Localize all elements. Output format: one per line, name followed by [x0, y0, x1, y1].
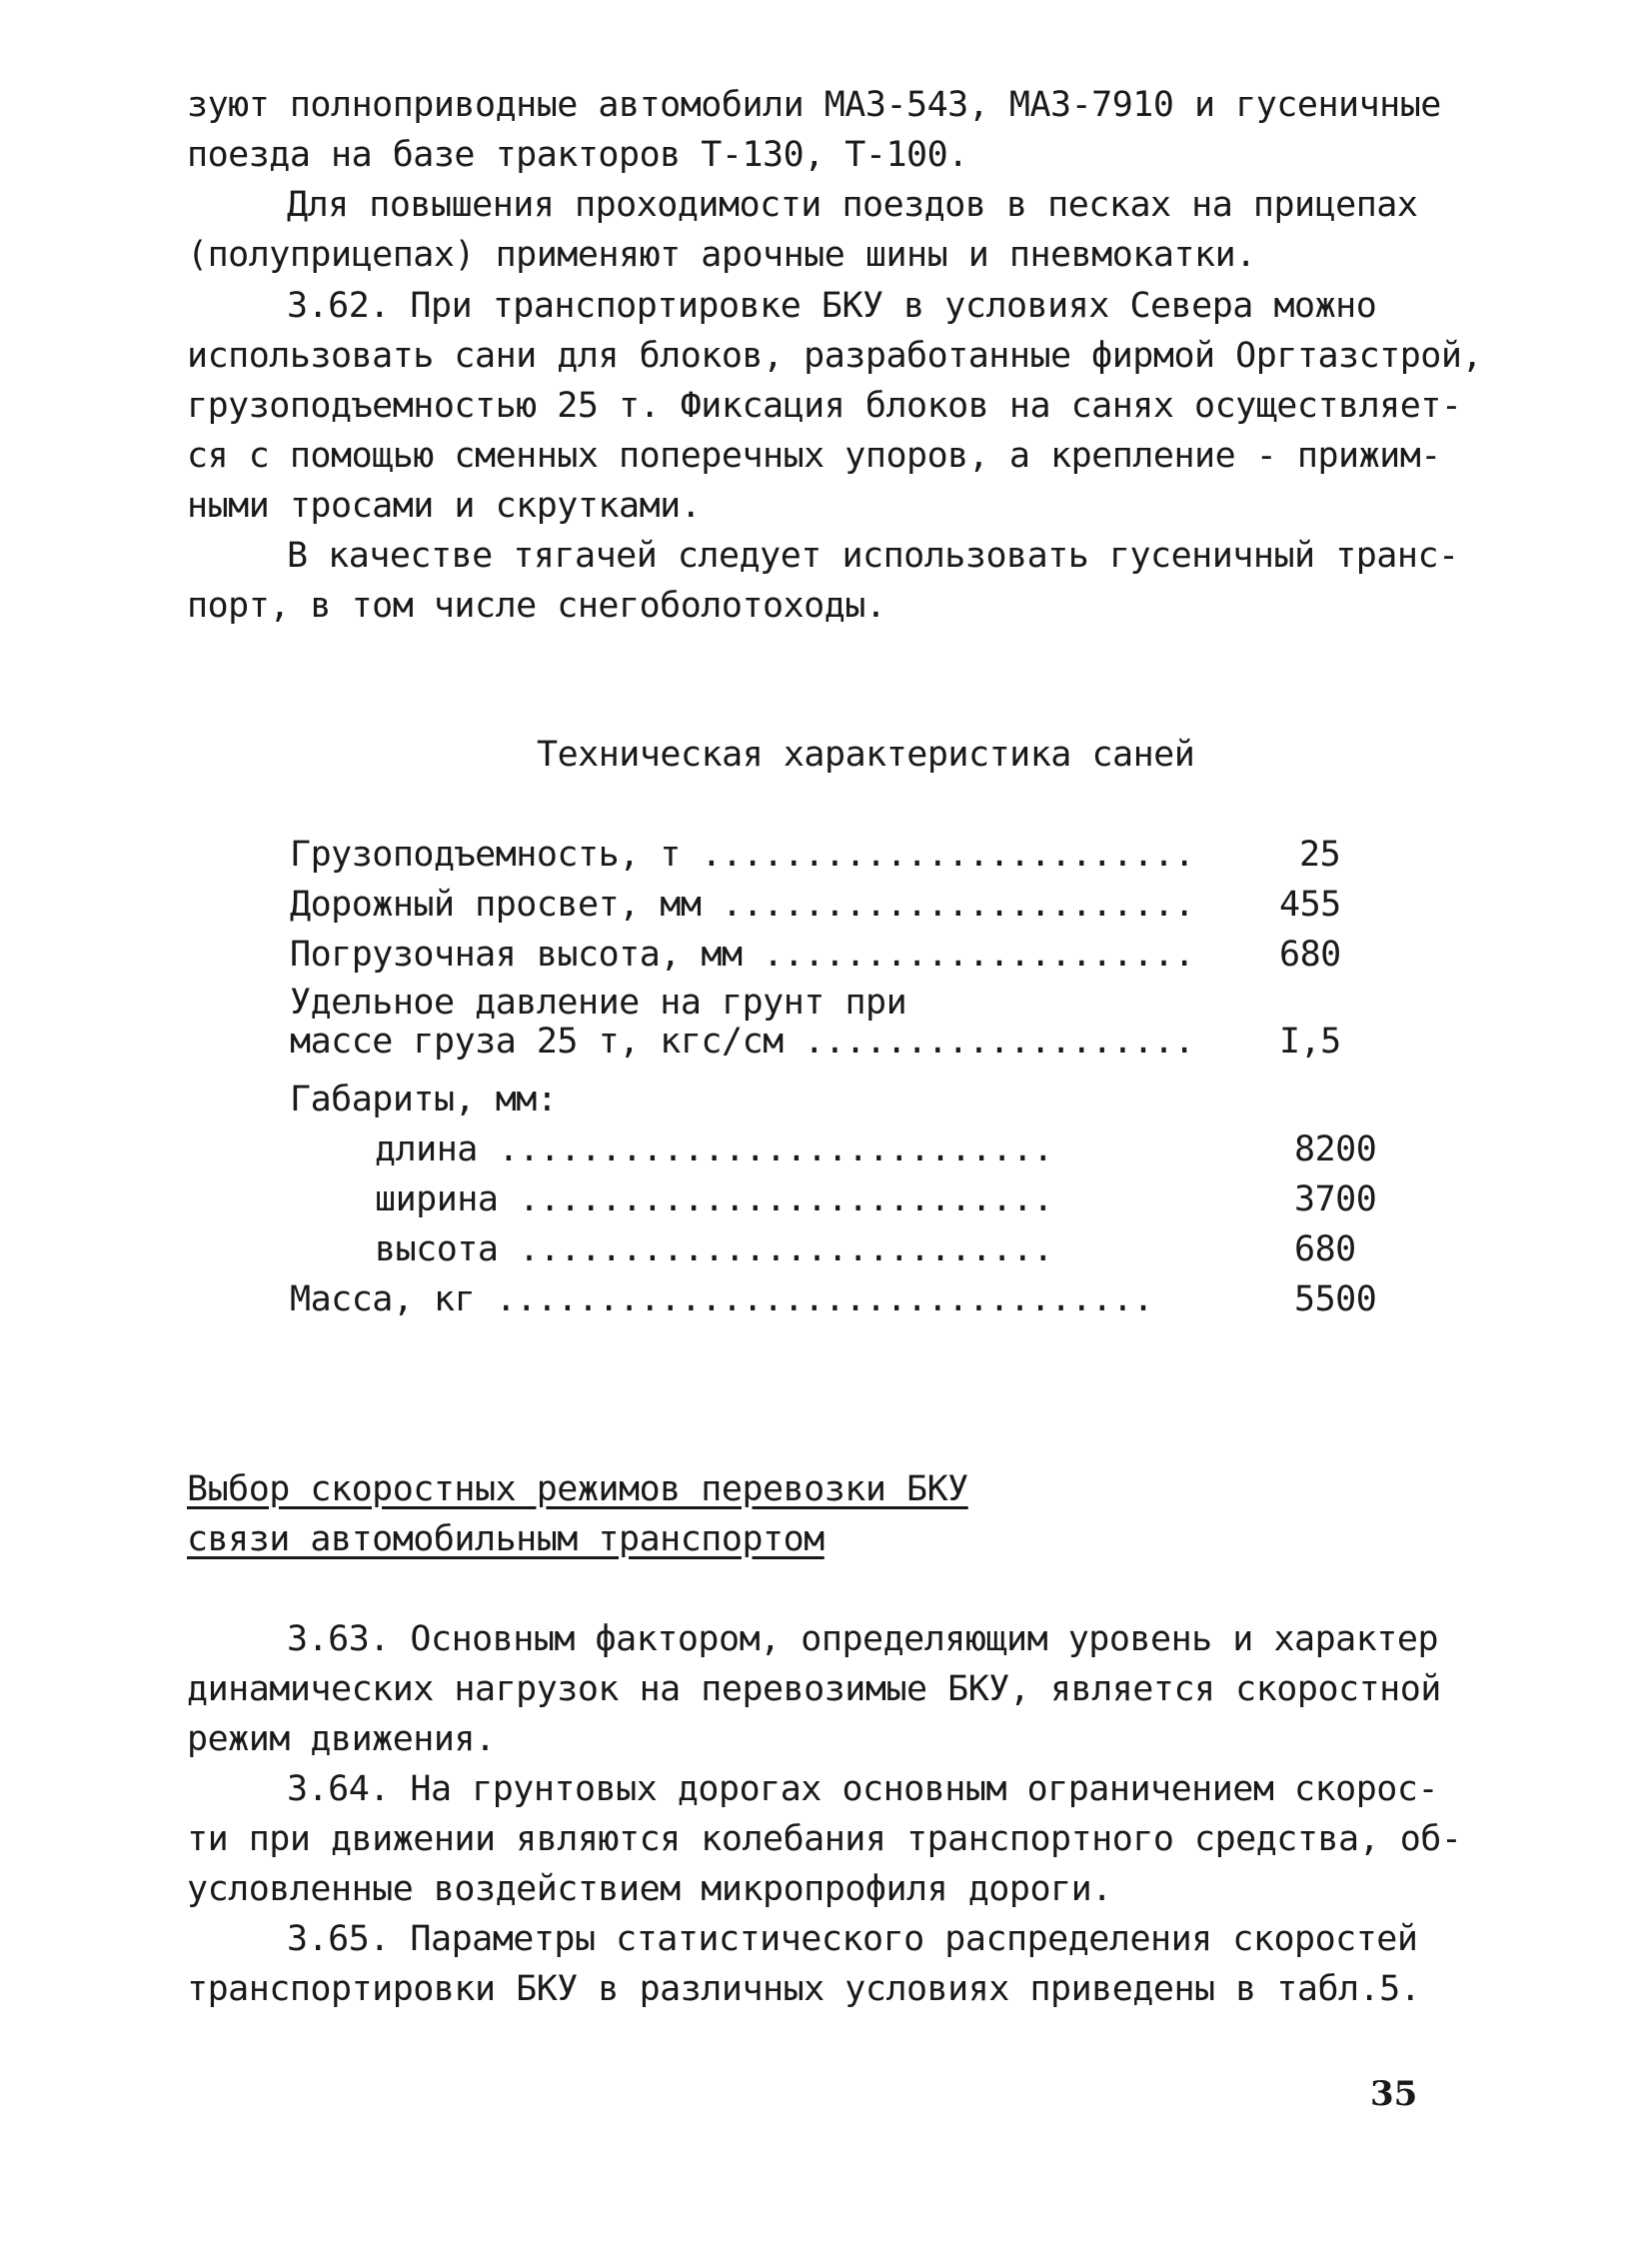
spec-row-loading-height	[290, 930, 1389, 980]
paragraph-line: Для повышения проходимости поездов в песках на прицепах	[287, 185, 1418, 225]
spec-row-width	[375, 1174, 1474, 1224]
paragraph-line: режим движения.	[187, 1719, 496, 1759]
spec-value: I,5	[1279, 1022, 1341, 1062]
paragraph-line: зуют полноприводные автомобили МАЗ-543, МАЗ-7910 и гусеничные	[187, 85, 1441, 125]
paragraph-line: условленные воздействием микропрофиля дороги.	[187, 1869, 1112, 1909]
spec-label: массе груза 25 т, кгс/см ...................	[290, 1022, 1195, 1062]
paragraph-line: 3.62. При транспортировке БКУ в условиях Севера можно	[287, 286, 1377, 326]
spec-label: Дорожный просвет, мм .......................	[290, 885, 1195, 925]
spec-row-length	[375, 1124, 1474, 1174]
paragraph-line: порт, в том числе снегоболотоходы.	[187, 586, 886, 626]
paragraph-line: 3.65. Параметры статистического распределения скоростей	[287, 1919, 1418, 1959]
paragraph-line: динамических нагрузок на перевозимые БКУ, является скоростной	[187, 1669, 1441, 1709]
paragraph-line: грузоподъемностью 25 т. Фиксация блоков на санях осуществляет-	[187, 386, 1462, 426]
spec-row-height	[375, 1224, 1474, 1274]
paragraph-line: (полуприцепах) применяют арочные шины и пневмокатки.	[187, 235, 1256, 275]
page-number: 35	[1370, 2074, 1418, 2114]
paragraph-line: В качестве тягачей следует использовать гусеничный транс-	[287, 536, 1459, 576]
paragraph-line: 3.64. На грунтовых дорогах основным ограничением скорос-	[287, 1769, 1439, 1809]
spec-row-pressure-line1	[290, 985, 1389, 1021]
spec-label: Масса, кг ................................	[290, 1279, 1154, 1319]
paragraph-line: использовать сани для блоков, разработанные фирмой Оргтазстрой,	[187, 336, 1483, 376]
spec-value: 8200	[1294, 1129, 1377, 1169]
section-title-line1: Выбор скоростных режимов перевозки БКУ	[187, 1469, 968, 1509]
spec-value: 680	[1279, 935, 1341, 975]
spec-row-pressure	[290, 1017, 1389, 1067]
spec-label: Удельное давление на грунт при	[290, 983, 907, 1023]
paragraph-line: 3.63. Основным фактором, определяющим уровень и характер	[287, 1619, 1439, 1659]
section-title-line2: связи автомобильным транспортом	[187, 1519, 825, 1559]
spec-label: Погрузочная высота, мм .....................	[290, 935, 1195, 975]
spec-label: Габариты, мм:	[290, 1080, 558, 1120]
spec-row-dimensions	[290, 1075, 1389, 1124]
spec-heading: Техническая характеристика саней	[537, 735, 1195, 775]
spec-value: 3700	[1294, 1179, 1377, 1219]
paragraph-line: ти при движении являются колебания транспортного средства, об-	[187, 1819, 1462, 1859]
spec-row-mass	[290, 1274, 1389, 1324]
spec-row-ground-clearance	[290, 880, 1389, 930]
paragraph-line: транспортировки БКУ в различных условиях приведены в табл.5.	[187, 1969, 1421, 2009]
spec-row-load-capacity	[290, 830, 1389, 880]
spec-value: 680	[1294, 1229, 1356, 1269]
spec-label: высота ..........................	[375, 1229, 1053, 1269]
spec-value: 455	[1279, 885, 1341, 925]
paragraph-line: ными тросами и скрутками.	[187, 486, 702, 526]
spec-value: 5500	[1294, 1279, 1377, 1319]
spec-value: 25	[1299, 835, 1341, 875]
paragraph-line: ся с помощью сменных поперечных упоров, а крепление - прижим-	[187, 436, 1441, 476]
spec-label: ширина ..........................	[375, 1179, 1053, 1219]
paragraph-line: поезда на базе тракторов Т-130, Т-100.	[187, 135, 968, 175]
spec-label: Грузоподъемность, т ........................	[290, 835, 1195, 875]
spec-label: длина ...........................	[375, 1129, 1053, 1169]
